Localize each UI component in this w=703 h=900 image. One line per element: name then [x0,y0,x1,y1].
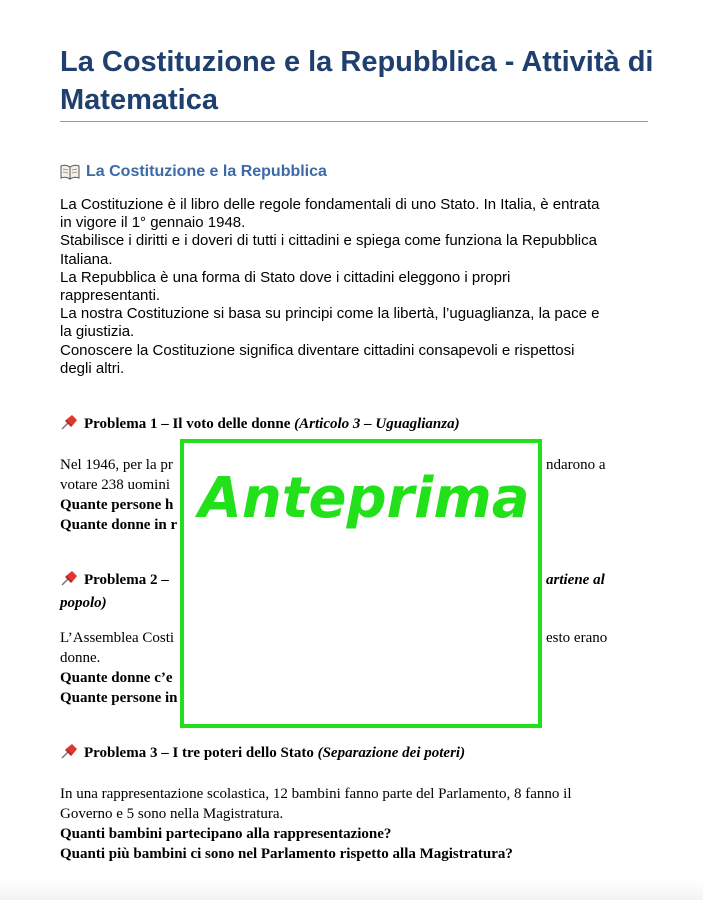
intro-line: rappresentanti. [60,287,161,305]
intro-line: in vigore il 1° gennaio 1948. [60,214,246,232]
section-heading-text: La Costituzione e la Repubblica [86,163,327,180]
preview-watermark [184,455,544,545]
problem-3-question: Quanti più bambini ci sono nel Parlamento rispetto alla Magistratura? [60,846,513,862]
document-title [60,43,660,119]
problem-2-line: donne. [60,650,101,666]
intro-line: Conoscere la Costituzione significa diventare cittadini consapevoli e rispettosi [60,341,575,359]
page-bottom-edge [0,880,703,900]
problem-2-subtitle-end: popolo) [60,595,107,611]
intro-line: La nostra Costituzione si basa su principi come la libertà, l’uguaglianza, la pace e [60,305,600,323]
problem-3-subtitle: (Separazione dei poteri) [317,745,466,761]
pushpin-icon [60,570,78,586]
watermark-text: Anteprima [198,466,530,531]
problem-1-text-right: ndarono a [546,457,606,473]
problem-2-line: L’Assemblea Costi [60,630,175,646]
problem-3-question: Quanti bambini partecipano alla rappresentazione? [60,826,392,842]
problem-3-body [60,784,650,864]
intro-line: la giustizia. [60,323,135,341]
intro-line: degli altri. [60,359,125,377]
title-underline [60,121,648,122]
problem-2-subtitle-right [546,569,656,591]
intro-line: Stabilisce i diritti e i doveri di tutti i cittadini e spiega come funziona la Repubblica [60,232,597,250]
problem-2-subtitle-part: artiene al [546,572,605,588]
problem-1-title: Problema 1 – Il voto delle donne [84,416,291,432]
title-line-2: Matematica [60,84,218,116]
problem-1-question: Quante persone h [60,497,174,513]
problem-1-subtitle: (Articolo 3 – Uguaglianza) [294,416,460,432]
problem-1-line: Nel 1946, per la pr [60,457,173,473]
intro-line: La Repubblica è una forma di Stato dove i cittadini eleggono i propri [60,268,511,286]
problem-2-question: Quante persone in [60,690,178,706]
intro-line: Italiana. [60,250,113,268]
pushpin-icon [60,414,78,430]
intro-paragraph [60,196,650,378]
problem-2-title: Problema 2 – [84,572,169,588]
problem-2-text-right: esto erano [546,630,608,646]
problem-1-line: votare 238 uomini [60,477,170,493]
intro-line: La Costituzione è il libro delle regole fondamentali di uno Stato. In Italia, è entrata [60,196,600,213]
title-line-1: La Costituzione e la Repubblica - Attività di [60,46,654,78]
problem-3-line: Governo e 5 sono nella Magistratura. [60,806,284,822]
problem-2-question: Quante donne c’e [60,670,173,686]
section-heading [60,163,327,181]
problem-3-title: Problema 3 – I tre poteri dello Stato [84,745,314,761]
problem-3-heading [60,742,650,764]
problem-3-line: In una rappresentazione scolastica, 12 bambini fanno parte del Parlamento, 8 fanno il [60,786,572,802]
problem-1-question: Quante donne in r [60,517,178,533]
pushpin-icon [60,743,78,759]
open-book-icon [60,164,80,180]
problem-1-heading [60,413,650,435]
